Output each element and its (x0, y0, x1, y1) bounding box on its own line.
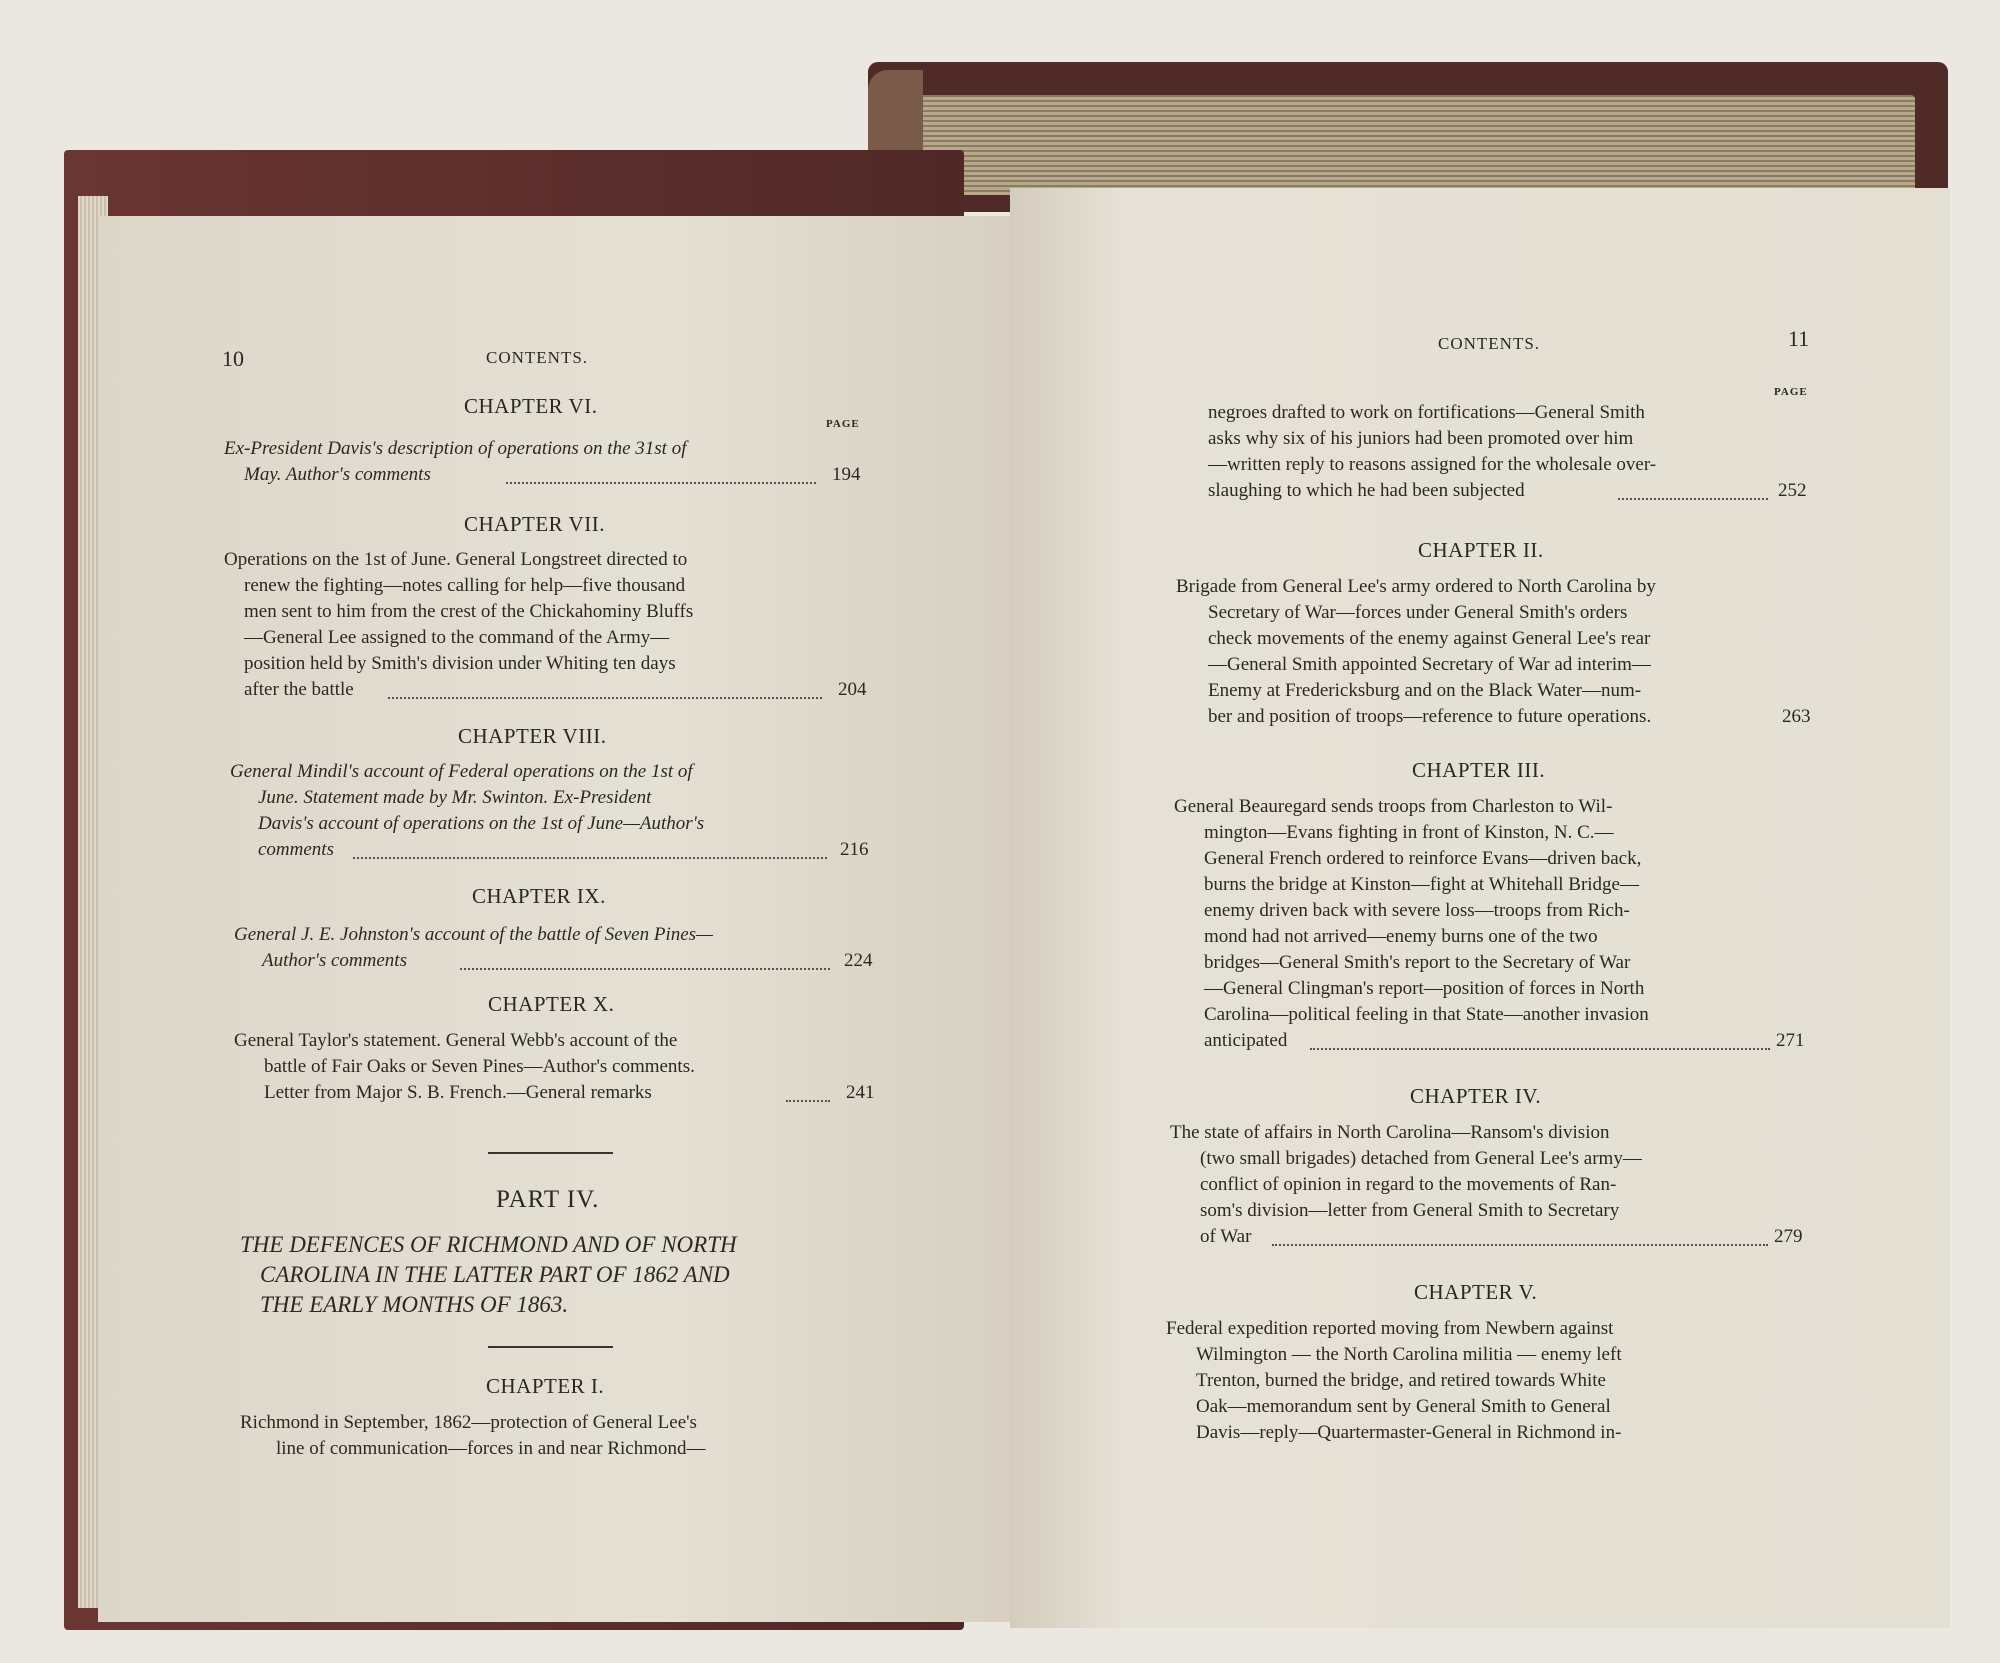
entry-page: 224 (844, 950, 873, 971)
leader-dots (786, 1100, 830, 1102)
entry-line: position held by Smith's division under Whiting ten days (244, 653, 676, 674)
entry-line: General Beauregard sends troops from Charleston to Wil- (1174, 796, 1613, 817)
entry-line: check movements of the enemy against General Lee's rear (1208, 628, 1651, 649)
entry-line: Davis—reply—Quartermaster-General in Richmond in- (1196, 1422, 1622, 1443)
entry-line: men sent to him from the crest of the Chickahominy Bluffs (244, 601, 694, 622)
entry-line: Brigade from General Lee's army ordered to North Carolina by (1176, 576, 1656, 597)
page-block-edge (915, 95, 1915, 195)
entry-line: conflict of opinion in regard to the movements of Ran- (1200, 1174, 1617, 1195)
leader-dots (460, 968, 830, 970)
entry-line: anticipated (1204, 1030, 1288, 1051)
chapter-title: CHAPTER II. (1418, 538, 1544, 562)
chapter-title: CHAPTER VIII. (458, 724, 607, 748)
entry-line: The state of affairs in North Carolina—Ransom's division (1170, 1122, 1610, 1143)
leader-dots (1272, 1244, 1768, 1246)
part-title-line: CAROLINA IN THE LATTER PART OF 1862 AND (260, 1262, 730, 1287)
chapter-title: CHAPTER IX. (472, 884, 606, 908)
entry-line: bridges—General Smith's report to the Secretary of War (1204, 952, 1631, 973)
right-page (1010, 188, 1950, 1628)
page-column-label: PAGE (1774, 386, 1808, 398)
entry-line: Enemy at Fredericksburg and on the Black Water—num- (1208, 680, 1642, 701)
entry-line: asks why six of his juniors had been promoted over him (1208, 428, 1634, 449)
section-rule (488, 1152, 613, 1154)
running-header: CONTENTS. (486, 348, 589, 367)
leader-dots (1618, 498, 1768, 500)
entry-line: Operations on the 1st of June. General Longstreet directed to (224, 549, 688, 570)
entry-line: General Taylor's statement. General Webb's account of the (234, 1030, 678, 1051)
entry-line: General J. E. Johnston's account of the battle of Seven Pines— (234, 924, 713, 945)
entry-line: burns the bridge at Kinston—fight at Whitehall Bridge— (1204, 874, 1639, 895)
running-header: CONTENTS. (1438, 334, 1541, 353)
page-column-label: PAGE (826, 418, 860, 430)
entry-line: Author's comments (262, 950, 407, 971)
entry-line: line of communication—forces in and near Richmond— (276, 1438, 706, 1459)
entry-line: —written reply to reasons assigned for the wholesale over- (1208, 454, 1657, 475)
entry-page: 252 (1778, 480, 1807, 501)
leader-dots (506, 482, 816, 484)
entry-line: of War (1200, 1226, 1252, 1247)
entry-page: 216 (840, 839, 869, 860)
left-page (98, 216, 1033, 1622)
section-rule (488, 1346, 613, 1348)
entry-line: Oak—memorandum sent by General Smith to General (1196, 1396, 1611, 1417)
leader-dots (388, 697, 822, 699)
leader-dots (1310, 1048, 1770, 1050)
entry-line: battle of Fair Oaks or Seven Pines—Author's comments. (264, 1056, 695, 1077)
entry-page: 204 (838, 679, 867, 700)
chapter-title: CHAPTER VI. (464, 394, 598, 418)
entry-line: (two small brigades) detached from General Lee's army— (1200, 1148, 1642, 1169)
chapter-title: CHAPTER VII. (464, 512, 605, 536)
entry-line: negroes drafted to work on fortifications—General Smith (1208, 402, 1645, 423)
entry-line: Carolina—political feeling in that State—another invasion (1204, 1004, 1649, 1025)
entry-page: 194 (832, 464, 861, 485)
entry-line: ber and position of troops—reference to future operations. (1208, 706, 1652, 727)
entry-line: mington—Evans fighting in front of Kinston, N. C.— (1204, 822, 1614, 843)
chapter-title: CHAPTER I. (486, 1374, 605, 1398)
entry-line: Davis's account of operations on the 1st of June—Author's (258, 813, 705, 834)
entry-line: May. Author's comments (244, 464, 431, 485)
entry-page: 279 (1774, 1226, 1803, 1247)
entry-line: mond had not arrived—enemy burns one of the two (1204, 926, 1598, 947)
entry-line: Wilmington — the North Carolina militia — enemy left (1196, 1344, 1622, 1365)
page-number: 11 (1788, 326, 1810, 351)
entry-line: —General Clingman's report—position of forces in North (1204, 978, 1645, 999)
page-number: 10 (222, 346, 244, 371)
entry-line: Federal expedition reported moving from Newbern against (1166, 1318, 1614, 1339)
entry-line: June. Statement made by Mr. Swinton. Ex-President (258, 787, 652, 808)
entry-line: General French ordered to reinforce Evans—driven back, (1204, 848, 1642, 869)
entry-line: renew the fighting—notes calling for help—five thousand (244, 575, 686, 596)
entry-line: —General Lee assigned to the command of the Army— (244, 627, 670, 648)
part-title-line: THE DEFENCES OF RICHMOND AND OF NORTH (240, 1232, 737, 1257)
entry-line: Ex-President Davis's description of operations on the 31st of (224, 438, 687, 459)
entry-line: enemy driven back with severe loss—troops from Rich- (1204, 900, 1630, 921)
entry-page: 241 (846, 1082, 875, 1103)
entry-line: slaughing to which he had been subjected (1208, 480, 1525, 501)
entry-page: 271 (1776, 1030, 1805, 1051)
leader-dots (353, 857, 827, 859)
entry-line: Richmond in September, 1862—protection of General Lee's (240, 1412, 697, 1433)
chapter-title: CHAPTER V. (1414, 1280, 1538, 1304)
entry-line: Secretary of War—forces under General Smith's orders (1208, 602, 1628, 623)
entry-line: comments (258, 839, 334, 860)
entry-line: som's division—letter from General Smith to Secretary (1200, 1200, 1620, 1221)
chapter-title: CHAPTER III. (1412, 758, 1546, 782)
entry-line: General Mindil's account of Federal operations on the 1st of (230, 761, 693, 782)
part-title-line: THE EARLY MONTHS OF 1863. (260, 1292, 569, 1317)
entry-line: —General Smith appointed Secretary of War ad interim— (1208, 654, 1651, 675)
entry-page: 263 (1782, 706, 1811, 727)
chapter-title: CHAPTER IV. (1410, 1084, 1542, 1108)
entry-line: Letter from Major S. B. French.—General remarks (264, 1082, 652, 1103)
entry-line: Trenton, burned the bridge, and retired towards White (1196, 1370, 1606, 1391)
entry-line: after the battle (244, 679, 354, 700)
chapter-title: CHAPTER X. (488, 992, 615, 1016)
part-heading: PART IV. (496, 1186, 600, 1213)
